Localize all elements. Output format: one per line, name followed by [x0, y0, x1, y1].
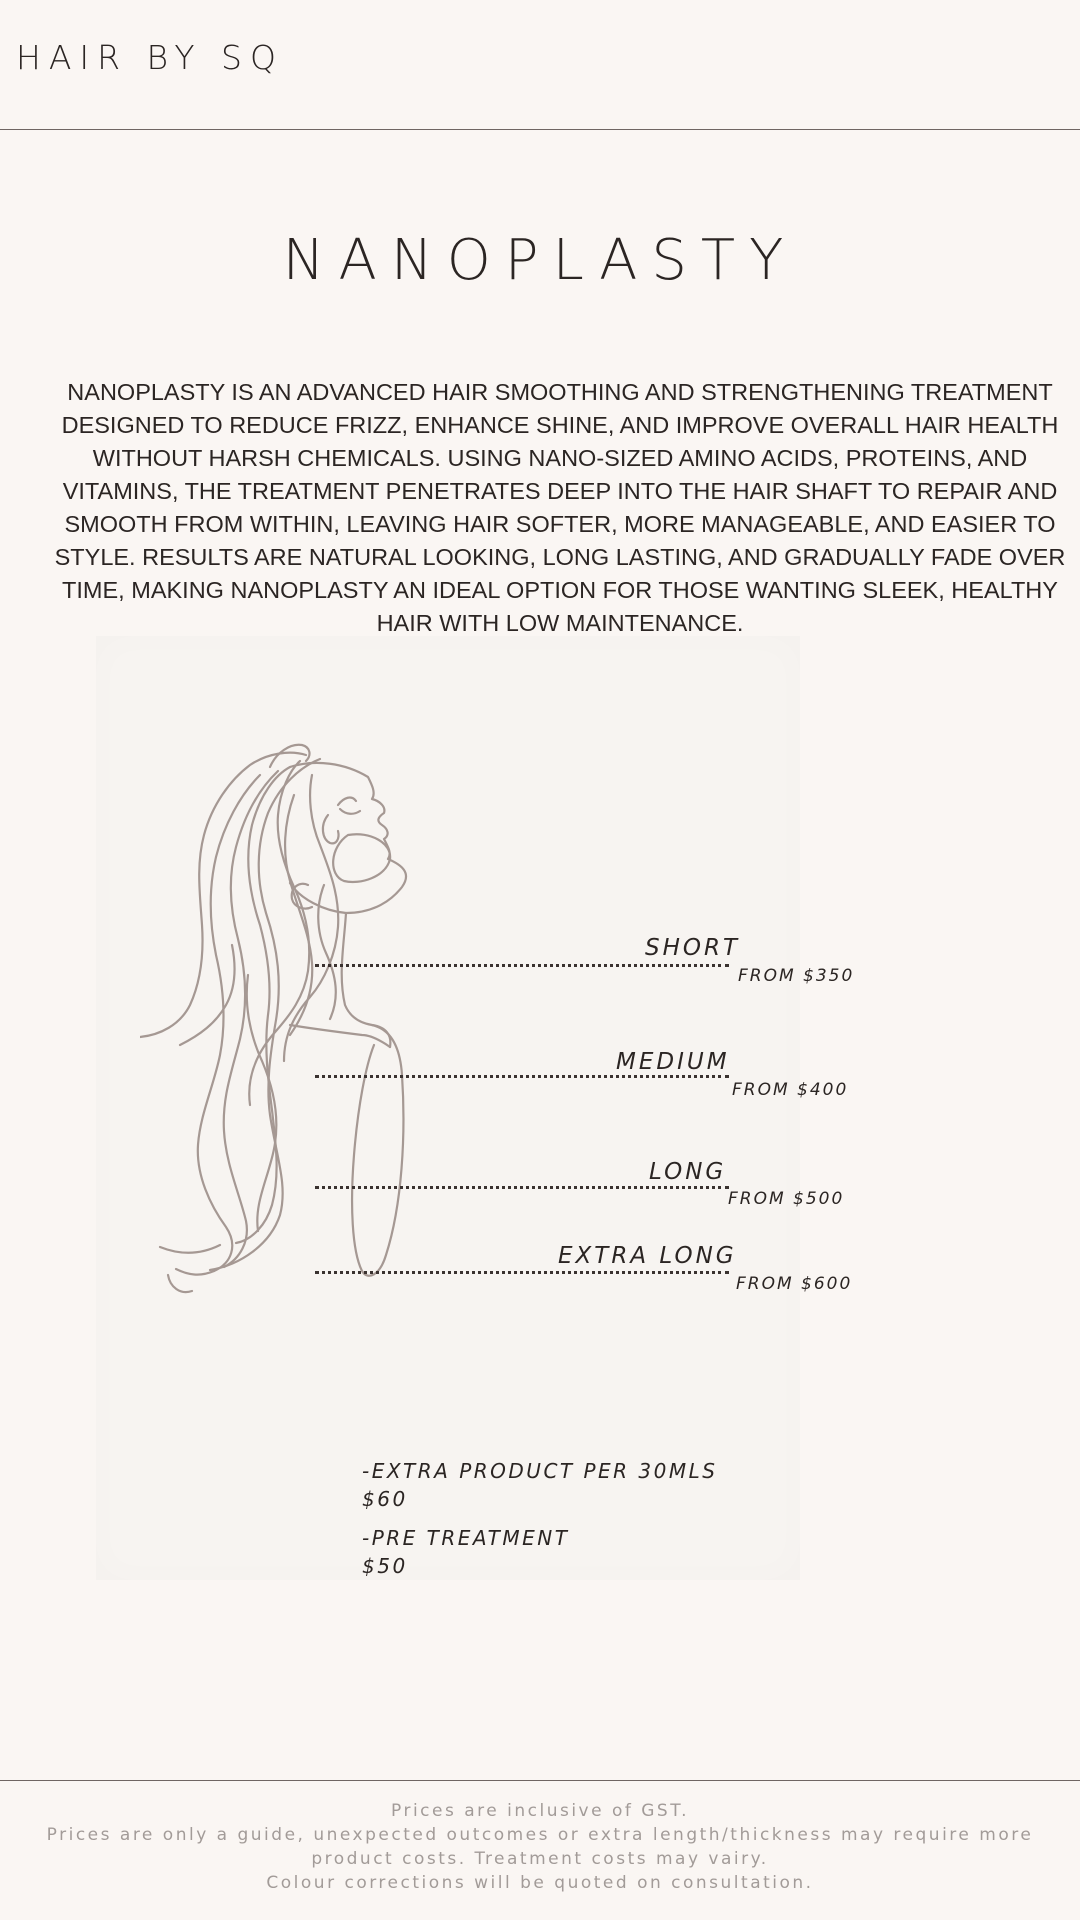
footer-line-gst: Prices are inclusive of GST.	[391, 1801, 689, 1821]
length-label-long: LONG	[649, 1159, 727, 1185]
length-label-short: SHORT	[645, 935, 741, 961]
page-title: NANOPLASTY	[282, 228, 798, 293]
length-label-medium: MEDIUM	[616, 1049, 730, 1075]
length-label-extra-long: EXTRA LONG	[558, 1243, 737, 1269]
price-label-medium: FROM $400	[732, 1080, 849, 1100]
pre-treatment-item	[362, 1524, 569, 1580]
extra-product-label: -EXTRA PRODUCT PER 30MLS	[362, 1459, 718, 1483]
length-line-extra-long	[315, 1271, 729, 1274]
price-label-long: FROM $500	[728, 1189, 845, 1209]
price-label-extra-long: FROM $600	[736, 1274, 853, 1294]
brand-logo[interactable]: HAIR BY SQ	[16, 38, 284, 77]
length-line-short	[315, 964, 729, 967]
footer-line-colour: Colour corrections will be quoted on consultation.	[266, 1873, 814, 1893]
pricing-disclaimer-footer	[0, 1780, 1080, 1920]
footer-line-costs: product costs. Treatment costs may vairy.	[311, 1849, 769, 1869]
pre-treatment-price: $50	[362, 1554, 408, 1578]
length-line-medium	[315, 1075, 729, 1078]
site-header	[0, 0, 1080, 130]
pre-treatment-label: -PRE TREATMENT	[362, 1526, 570, 1550]
woman-hair-line-art-icon	[140, 735, 490, 1335]
price-label-short: FROM $350	[738, 966, 855, 986]
extra-product-item	[362, 1457, 717, 1513]
treatment-description: NANOPLASTY IS AN ADVANCED HAIR SMOOTHING AND STRENGTHENING TREATMENT DESIGNED TO REDUCE FRIZZ, ENHANCE SHINE, AND IMPROVE OVERALL HAIR HEALTH WITHOUT HARSH CHEMICALS. USING NANO-SIZED AMINO ACIDS, PROTEINS, AND VITAMINS, THE TREATMENT PENETRATES DEEP INTO THE HAIR SHAFT TO REPAIR AND SMOOTH FROM WITHIN, LEAVING HAIR SOFTER, MORE MANAGEABLE, AND EASIER TO STYLE. RESULTS ARE NATURAL LOOKING, LONG LASTING, AND GRADUALLY FADE OVER TIME, MAKING NANOPLASTY AN IDEAL OPTION FOR THOSE WANTING SLEEK, HEALTHY HAIR WITH LOW MAINTENANCE.	[54, 379, 1066, 636]
extra-product-price: $60	[362, 1487, 408, 1511]
footer-line-guide: Prices are only a guide, unexpected outcomes or extra length/thickness may require more	[46, 1825, 1034, 1845]
length-line-long	[315, 1186, 729, 1189]
